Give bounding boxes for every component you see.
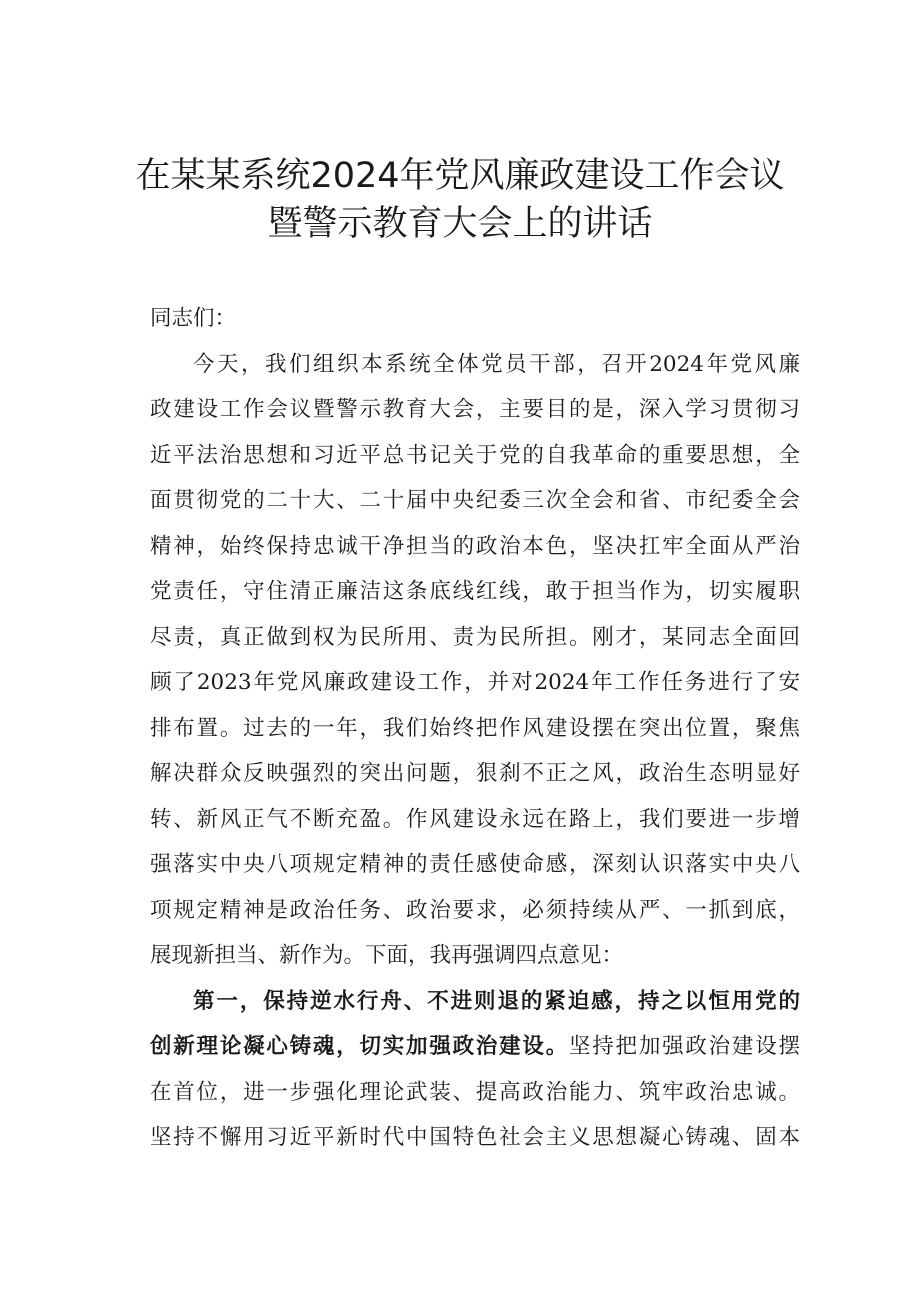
paragraph-line: 在首位，进一步强化理论武装、提高政治能力、筑牢政治忠诚。 — [150, 1079, 800, 1105]
salutation: 同志们： — [150, 306, 237, 331]
point-one-heading-end: 创新理论凝心铸魂，切实加强政治建设。 — [150, 1034, 569, 1059]
paragraph-line: 项规定精神是政治任务、政治要求，必须持续从严、一抓到底， — [150, 897, 800, 923]
document-body — [150, 296, 800, 1161]
paragraph-point-one — [150, 979, 800, 1161]
paragraph-line: 尽责，真正做到权为民所用、责为民所担。刚才，某同志全面回 — [150, 624, 800, 650]
paragraph-line: 坚持不懈用习近平新时代中国特色社会主义思想凝心铸魂、固本 — [150, 1125, 800, 1150]
point-one-text: 坚持把加强政治建设摆 — [568, 1034, 800, 1059]
paragraph-line: 精神，始终保持忠诚干净担当的政治本色，坚决扛牢全面从严治 — [150, 533, 800, 559]
paragraph-line: 今天，我们组织本系统全体党员干部，召开2024年党风廉 — [193, 351, 800, 377]
paragraph-line: 排布置。过去的一年，我们始终把作风建设摆在突出位置，聚焦 — [150, 715, 800, 741]
paragraph-line: 解决群众反映强烈的突出问题，狠刹不正之风，政治生态明显好 — [150, 761, 800, 786]
paragraph-line: 近平法治思想和习近平总书记关于党的自我革命的重要思想，全 — [150, 442, 800, 468]
document-title — [120, 152, 800, 248]
title-line-1: 在某某系统2024年党风廉政建设工作会议 — [135, 156, 785, 196]
paragraph-line: 转、新风正气不断充盈。作风建设永远在路上，我们要进一步增 — [150, 806, 800, 832]
paragraph-line: 顾了2023年党风廉政建设工作，并对2024年工作任务进行了安 — [150, 670, 800, 695]
paragraph-line: 展现新担当、新作为。下面，我再强调四点意见： — [150, 943, 624, 968]
paragraph-line: 党责任，守住清正廉洁这条底线红线，敢于担当作为，切实履职 — [150, 579, 800, 604]
paragraph-line: 强落实中央八项规定精神的责任感使命感，深刻认识落实中央八 — [150, 852, 800, 877]
title-line-2: 暨警示教育大会上的讲话 — [267, 204, 653, 244]
paragraph-line: 面贯彻党的二十大、二十届中央纪委三次全会和省、市纪委全会 — [150, 488, 800, 513]
point-one-heading-line: 第一，保持逆水行舟、不进则退的紧迫感，持之以恒用党的 — [193, 988, 800, 1014]
paragraph-line — [150, 1024, 800, 1070]
paragraph-intro — [150, 342, 800, 979]
paragraph-line: 政建设工作会议暨警示教育大会，主要目的是，深入学习贯彻习 — [150, 397, 800, 422]
